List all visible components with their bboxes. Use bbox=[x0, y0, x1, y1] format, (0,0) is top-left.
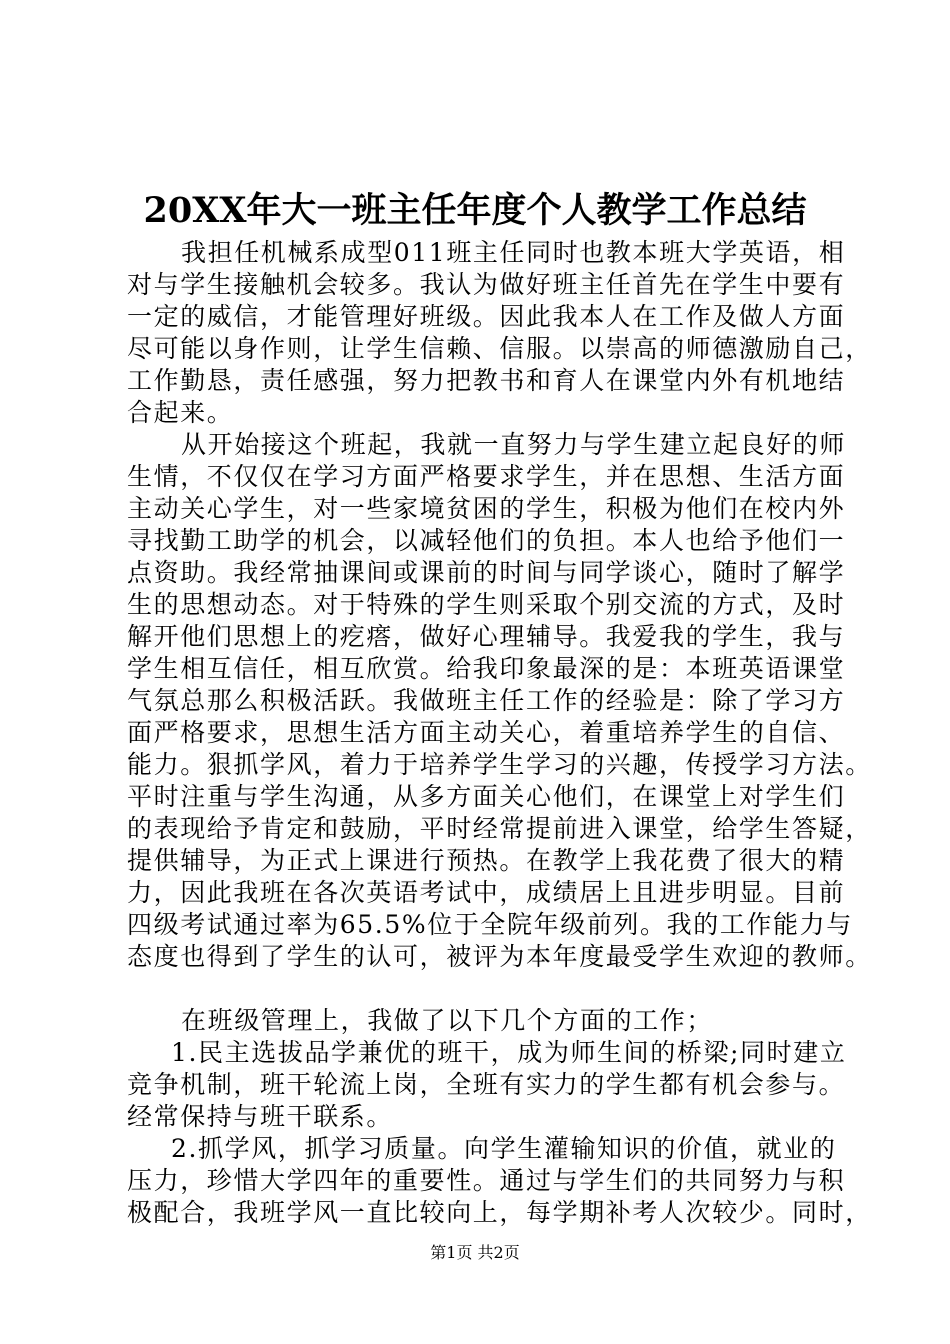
paragraph-2-line-9: 气氛总那么积极活跃。我做班主任工作的经验是：除了学习方 bbox=[127, 686, 846, 715]
paragraph-1-line-5: 工作勤恳，责任感强，努力把教书和育人在课堂内外有机地结 bbox=[127, 366, 846, 395]
list-item-2-line-1: 2.抓学风，抓学习质量。向学生灌输知识的价值，就业的 bbox=[171, 1134, 837, 1163]
paragraph-2-line-10: 面严格要求，思想生活方面主动关心，着重培养学生的自信、 bbox=[127, 718, 846, 747]
document-body bbox=[127, 237, 872, 1229]
paragraph-2-line-12: 平时注重与学生沟通，从多方面关心他们，在课堂上对学生们 bbox=[127, 782, 846, 811]
paragraph-1-line-3: 一定的威信，才能管理好班级。因此我本人在工作及做人方面 bbox=[127, 302, 846, 331]
list-item-2-line-3: 极配合，我班学风一直比较向上，每学期补考人次较少。同时， bbox=[127, 1198, 872, 1227]
list-item-1-line-3: 经常保持与班干联系。 bbox=[127, 1102, 394, 1131]
paragraph-3-line-1: 在班级管理上，我做了以下几个方面的工作； bbox=[181, 1006, 714, 1035]
paragraph-2-line-4: 寻找勤工助学的机会，以减轻他们的负担。本人也给予他们一 bbox=[127, 526, 846, 555]
paragraph-2-line-17: 态度也得到了学生的认可，被评为本年度最受学生欢迎的教师。 bbox=[127, 942, 872, 971]
paragraph-2-line-6: 生的思想动态。对于特殊的学生则采取个别交流的方式，及时 bbox=[127, 590, 846, 619]
paragraph-1-line-4: 尽可能以身作则，让学生信赖、信服。以崇高的师德激励自己， bbox=[127, 334, 872, 363]
paragraph-2-line-8: 学生相互信任，相互欣赏。给我印象最深的是：本班英语课堂 bbox=[127, 654, 846, 683]
paragraph-2-line-13: 的表现给予肯定和鼓励，平时经常提前进入课堂，给学生答疑， bbox=[127, 814, 872, 843]
list-item-1-line-1: 1.民主选拔品学兼优的班干，成为师生间的桥梁;同时建立 bbox=[171, 1038, 847, 1067]
paragraph-2-line-3: 主动关心学生，对一些家境贫困的学生，积极为他们在校内外 bbox=[127, 494, 846, 523]
paragraph-2-line-15: 力，因此我班在各次英语考试中，成绩居上且进步明显。目前 bbox=[127, 878, 846, 907]
paragraph-2-line-7: 解开他们思想上的疙瘩，做好心理辅导。我爱我的学生，我与 bbox=[127, 622, 846, 651]
paragraph-1-line-1: 我担任机械系成型011班主任同时也教本班大学英语，相 bbox=[181, 238, 846, 267]
paragraph-2-line-1: 从开始接这个班起，我就一直努力与学生建立起良好的师 bbox=[181, 430, 847, 459]
paragraph-2-line-11: 能力。狠抓学风，着力于培养学生学习的兴趣，传授学习方法。 bbox=[127, 750, 872, 779]
paragraph-2-line-14: 提供辅导，为正式上课进行预热。在教学上我花费了很大的精 bbox=[127, 846, 846, 875]
paragraph-1-line-2: 对与学生接触机会较多。我认为做好班主任首先在学生中要有 bbox=[127, 270, 846, 299]
list-item-1-line-2: 竞争机制，班干轮流上岗，全班有实力的学生都有机会参与。 bbox=[127, 1070, 846, 1099]
paragraph-2-line-5: 点资助。我经常抽课间或课前的时间与同学谈心，随时了解学 bbox=[127, 558, 846, 587]
list-item-2-line-2: 压力，珍惜大学四年的重要性。通过与学生们的共同努力与积 bbox=[127, 1166, 846, 1195]
page-footer: 第1页 共2页 bbox=[430, 1243, 520, 1262]
paragraph-2-line-2: 生情，不仅仅在学习方面严格要求学生，并在思想、生活方面 bbox=[127, 462, 846, 491]
blank-line bbox=[127, 973, 831, 1005]
paragraph-2-line-16: 四级考试通过率为65.5%位于全院年级前列。我的工作能力与 bbox=[127, 910, 853, 939]
paragraph-1-line-6: 合起来。 bbox=[127, 398, 234, 427]
document-title: 20XX年大一班主任年度个人教学工作总结 bbox=[143, 190, 807, 231]
